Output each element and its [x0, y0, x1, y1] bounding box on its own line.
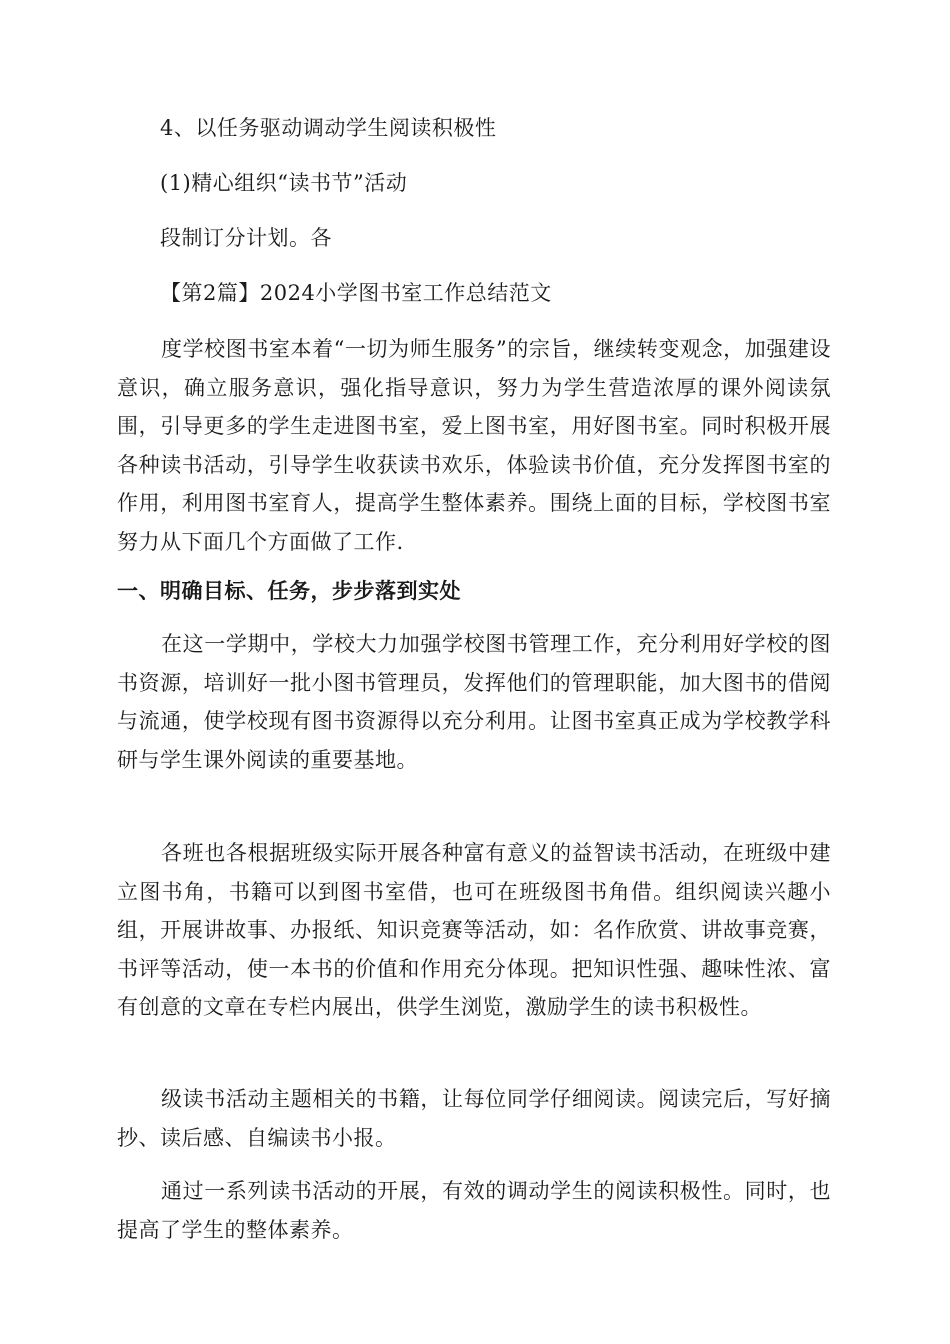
subsection-title-line: (1)精心组织“读书节”活动 [160, 171, 408, 195]
paragraph-intro: 度学校图书室本着“一切为师生服务”的宗旨，继续转变观念，加强建设意识，确立服务意识，强化指导意识，努力为学生营造浓厚的课外阅读氛围，引导更多的学生走进图书室，爱上图书室，用好图书室。同时积极开展各种读书活动，引导学生收获读书欢乐，体验读书价值，充分发挥图书室的作用，利用图书室育人，提高学生整体素养。围绕上面的目标，学校图书室努力从下面几个方面做了工作. [117, 337, 831, 554]
paragraph-summary: 通过一系列读书活动的开展，有效的调动学生的阅读积极性。同时，也提高了学生的整体素养。 [117, 1179, 831, 1242]
section-title-line: 4、以任务驱动调动学生阅读积极性 [160, 116, 497, 140]
paragraph-library-management: 在这一学期中，学校大力加强学校图书管理工作，充分利用好学校的图书资源，培训好一批小图书管理员，发挥他们的管理职能，加大图书的借阅与流通，使学校现有图书资源得以充分利用。让图书室真正成为学校教学科研与学生课外阅读的重要基地。 [117, 632, 831, 772]
paragraph-reading-tasks: 级读书活动主题相关的书籍，让每位同学仔细阅读。阅读完后，写好摘抄、读后感、自编读书小报。 [117, 1087, 831, 1150]
article-title-line: 【第2篇】2024小学图书室工作总结范文 [160, 281, 552, 305]
paragraph-class-activities: 各班也各根据班级实际开展各种富有意义的益智读书活动，在班级中建立图书角，书籍可以到图书室借，也可在班级图书角借。组织阅读兴趣小组，开展讲故事、办报纸、知识竞赛等活动，如：名作欣赏、讲故事竞赛，书评等活动，使一本书的价值和作用充分体现。把知识性强、趣味性浓、富有创意的文章在专栏内展出，供学生浏览，激励学生的读书积极性。 [117, 841, 831, 1019]
section-heading: 一、明确目标、任务，步步落到实处 [117, 579, 461, 603]
fragment-line: 段制订分计划。各 [160, 226, 332, 250]
